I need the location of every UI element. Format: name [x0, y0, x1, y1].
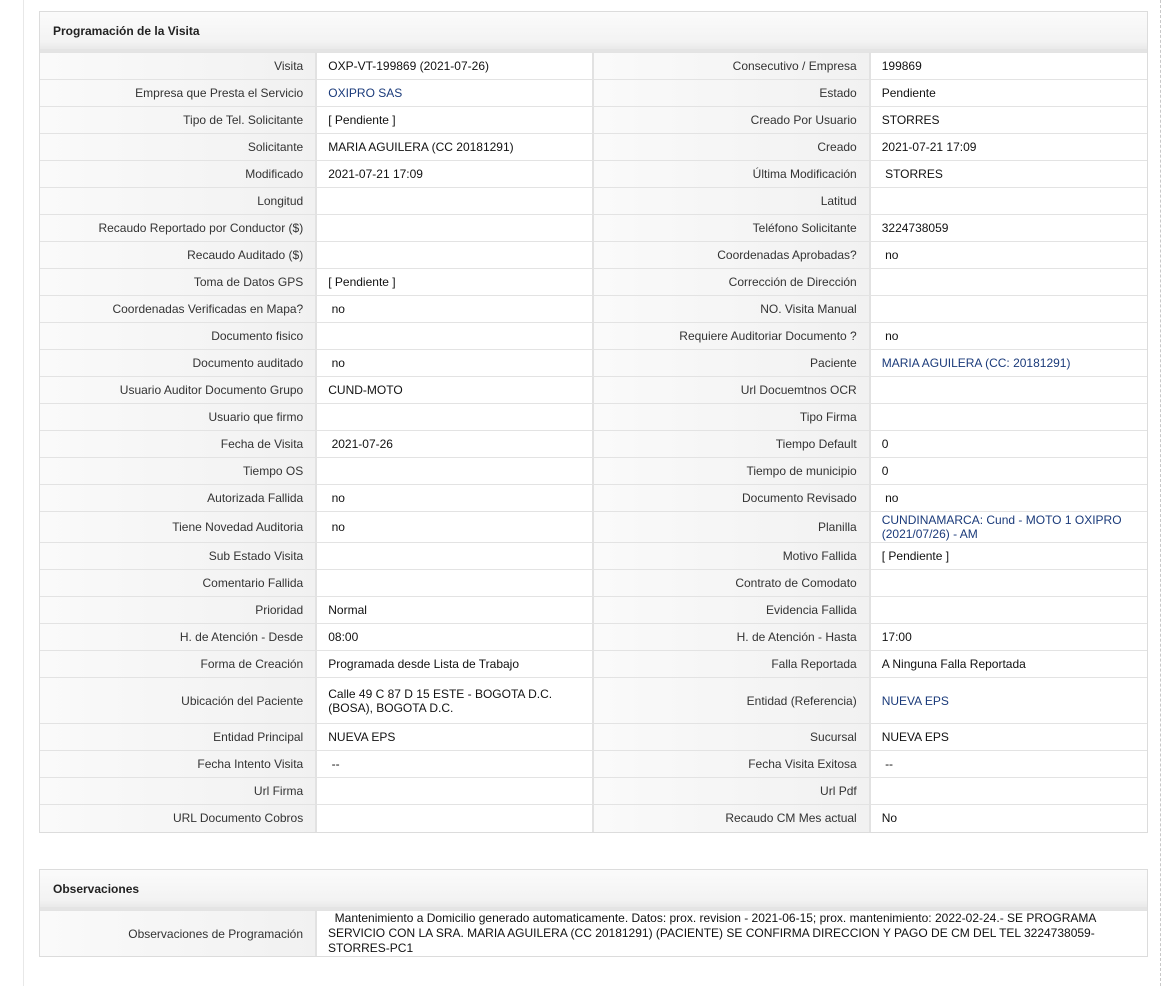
field-label: Sub Estado Visita [40, 543, 316, 570]
field-label: Última Modificación [593, 161, 869, 188]
field-label: Toma de Datos GPS [40, 269, 316, 296]
field-label: Usuario que firmo [40, 404, 316, 431]
field-value: 2021-07-21 17:09 [316, 161, 593, 188]
field-value [870, 570, 1147, 597]
field-value: [ Pendiente ] [316, 107, 593, 134]
field-label: NO. Visita Manual [593, 296, 869, 323]
table-row [40, 751, 1147, 778]
table-row [40, 458, 1147, 485]
field-value: 08:00 [316, 624, 593, 651]
field-label: Paciente [593, 350, 869, 377]
field-value [316, 778, 593, 805]
field-value [316, 323, 593, 350]
field-label: Autorizada Fallida [40, 485, 316, 512]
field-label: Usuario Auditor Documento Grupo [40, 377, 316, 404]
field-label: Sucursal [593, 724, 869, 751]
field-value: no [316, 485, 593, 512]
field-value [316, 458, 593, 485]
field-value: Pendiente [870, 80, 1147, 107]
field-value: 2021-07-26 [316, 431, 593, 458]
field-value: 0 [870, 431, 1147, 458]
table-row [40, 485, 1147, 512]
field-value: 2021-07-21 17:09 [870, 134, 1147, 161]
field-label: Tipo Firma [593, 404, 869, 431]
table-row [40, 597, 1147, 624]
table-row [40, 269, 1147, 296]
field-label: Contrato de Comodato [593, 570, 869, 597]
field-label: Teléfono Solicitante [593, 215, 869, 242]
field-value: STORRES [870, 161, 1147, 188]
field-label: Ubicación del Paciente [40, 678, 316, 724]
table-row [40, 188, 1147, 215]
field-label: Recaudo CM Mes actual [593, 805, 869, 832]
table-row [40, 134, 1147, 161]
field-label: Url Firma [40, 778, 316, 805]
field-value [870, 778, 1147, 805]
right-dashed-divider [1160, 0, 1161, 986]
field-value: no [870, 485, 1147, 512]
field-value: NUEVA EPS [870, 724, 1147, 751]
field-label: Corrección de Dirección [593, 269, 869, 296]
field-value: Calle 49 C 87 D 15 ESTE - BOGOTA D.C. (BOSA), BOGOTA D.C. [316, 678, 593, 724]
field-value: 0 [870, 458, 1147, 485]
field-value [870, 296, 1147, 323]
field-label: Requiere Auditoriar Documento ? [593, 323, 869, 350]
observaciones-title: Observaciones [40, 870, 1147, 910]
field-label: Empresa que Presta el Servicio [40, 80, 316, 107]
observaciones-label: Observaciones de Programación [40, 911, 316, 957]
field-value: STORRES [870, 107, 1147, 134]
field-label: Planilla [593, 512, 869, 543]
field-label: Visita [40, 53, 316, 80]
field-label: URL Documento Cobros [40, 805, 316, 832]
field-value: no [316, 512, 593, 543]
observaciones-value: Mantenimiento a Domicilio generado automaticamente. Datos: prox. revision - 2021-06-15; prox. mantenimiento: 2022-02-24.- SE PROGRAMA SERVICIO CON LA SRA. MARIA AGUILERA (CC 20181291) (PACIENTE) SE CONFIRMA DIRECCION Y PAGO DE CM DEL TEL 3224738059-STORRES-PC1 [316, 911, 1147, 957]
table-row [40, 778, 1147, 805]
field-value [316, 805, 593, 832]
field-value [316, 570, 593, 597]
field-value [870, 404, 1147, 431]
table-row [40, 107, 1147, 134]
field-value: NUEVA EPS [870, 678, 1147, 724]
field-value [316, 404, 593, 431]
field-label: Tiempo Default [593, 431, 869, 458]
field-value: no [870, 242, 1147, 269]
field-value: Normal [316, 597, 593, 624]
field-label: Documento Revisado [593, 485, 869, 512]
field-label: Fecha Visita Exitosa [593, 751, 869, 778]
observaciones-panel [39, 869, 1148, 957]
table-row [40, 805, 1147, 832]
field-label: Tiene Novedad Auditoria [40, 512, 316, 543]
table-row [40, 512, 1147, 543]
field-value: MARIA AGUILERA (CC 20181291) [316, 134, 593, 161]
field-value [870, 269, 1147, 296]
field-value: 3224738059 [870, 215, 1147, 242]
table-row [40, 215, 1147, 242]
field-value: [ Pendiente ] [316, 269, 593, 296]
field-label: Fecha de Visita [40, 431, 316, 458]
programacion-title: Programación de la Visita [40, 12, 1147, 52]
field-label: Forma de Creación [40, 651, 316, 678]
field-label: Latitud [593, 188, 869, 215]
field-label: Recaudo Auditado ($) [40, 242, 316, 269]
field-value: OXIPRO SAS [316, 80, 593, 107]
field-label: Longitud [40, 188, 316, 215]
table-row [40, 242, 1147, 269]
field-value [870, 188, 1147, 215]
field-label: Documento fisico [40, 323, 316, 350]
field-label: Url Docuemtnos OCR [593, 377, 869, 404]
table-row [40, 323, 1147, 350]
field-label: Falla Reportada [593, 651, 869, 678]
field-value: CUNDINAMARCA: Cund - MOTO 1 OXIPRO (2021/07/26) - AM [870, 512, 1147, 543]
table-row [40, 431, 1147, 458]
observaciones-row [40, 911, 1147, 957]
field-label: Evidencia Fallida [593, 597, 869, 624]
field-label: Tiempo de municipio [593, 458, 869, 485]
field-value: no [870, 323, 1147, 350]
field-value: Programada desde Lista de Trabajo [316, 651, 593, 678]
field-label: Entidad (Referencia) [593, 678, 869, 724]
field-value: No [870, 805, 1147, 832]
field-value [316, 543, 593, 570]
field-label: Fecha Intento Visita [40, 751, 316, 778]
field-value: no [316, 350, 593, 377]
field-value [870, 597, 1147, 624]
table-row [40, 543, 1147, 570]
field-label: Documento auditado [40, 350, 316, 377]
field-value [316, 188, 593, 215]
field-value: CUND-MOTO [316, 377, 593, 404]
table-row [40, 161, 1147, 188]
field-label: Coordenadas Aprobadas? [593, 242, 869, 269]
table-row [40, 296, 1147, 323]
field-value: [ Pendiente ] [870, 543, 1147, 570]
field-label: Prioridad [40, 597, 316, 624]
field-label: Coordenadas Verificadas en Mapa? [40, 296, 316, 323]
field-label: Url Pdf [593, 778, 869, 805]
table-row [40, 404, 1147, 431]
table-row [40, 53, 1147, 80]
table-row [40, 377, 1147, 404]
field-value: 199869 [870, 53, 1147, 80]
table-row [40, 724, 1147, 751]
field-value [870, 377, 1147, 404]
observaciones-table [40, 910, 1147, 956]
table-row [40, 624, 1147, 651]
field-label: Recaudo Reportado por Conductor ($) [40, 215, 316, 242]
field-label: Comentario Fallida [40, 570, 316, 597]
left-divider [23, 0, 24, 986]
field-value: A Ninguna Falla Reportada [870, 651, 1147, 678]
field-label: Modificado [40, 161, 316, 188]
field-value: 17:00 [870, 624, 1147, 651]
field-value: -- [870, 751, 1147, 778]
field-label: Creado [593, 134, 869, 161]
field-value [316, 215, 593, 242]
field-label: H. de Atención - Desde [40, 624, 316, 651]
field-label: Motivo Fallida [593, 543, 869, 570]
table-row [40, 350, 1147, 377]
field-value [316, 242, 593, 269]
field-value: OXP-VT-199869 (2021-07-26) [316, 53, 593, 80]
programacion-panel [39, 11, 1148, 833]
field-value: no [316, 296, 593, 323]
field-label: Estado [593, 80, 869, 107]
table-row [40, 678, 1147, 724]
field-value: MARIA AGUILERA (CC: 20181291) [870, 350, 1147, 377]
table-row [40, 651, 1147, 678]
field-label: Tiempo OS [40, 458, 316, 485]
field-label: Solicitante [40, 134, 316, 161]
programacion-table [40, 52, 1147, 832]
field-label: Consecutivo / Empresa [593, 53, 869, 80]
field-value: -- [316, 751, 593, 778]
table-row [40, 80, 1147, 107]
field-label: Entidad Principal [40, 724, 316, 751]
field-label: Tipo de Tel. Solicitante [40, 107, 316, 134]
field-label: Creado Por Usuario [593, 107, 869, 134]
field-label: H. de Atención - Hasta [593, 624, 869, 651]
table-row [40, 570, 1147, 597]
field-value: NUEVA EPS [316, 724, 593, 751]
